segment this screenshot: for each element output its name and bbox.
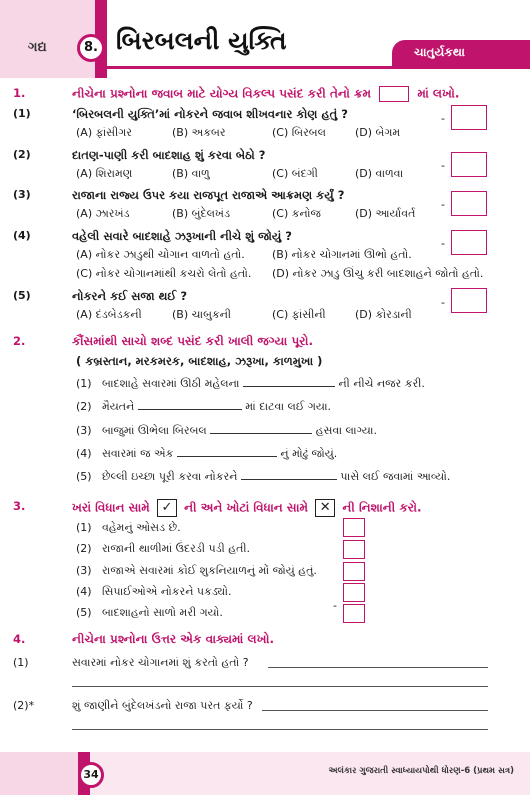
word-bank: ( કબ્રસ્તાન, મરકમરક, બાદશાહ, ઝરૂખા, કાળમુખા ) [76,354,323,368]
statement: બાદશાહનો સાળો મરી ગયો. [102,606,223,619]
answer-box-sample [379,86,409,102]
footer-band [90,752,530,795]
instruction-text: ની નિશાની કરો. [342,500,422,515]
fill-blank-item [0,377,530,395]
question-text: દાતણ-પાણી કરી બાદશાહ શું કરવા બેઠો ? [72,148,266,162]
true-false-item [0,542,530,560]
dash: - [441,198,445,211]
instruction-text: નીચેના પ્રશ્નોના જવાબ માટે યોગ્ય વિકલ્પ પસંદ કરી તેનો ક્રમ [72,86,371,101]
option: (B) નોકર ચોગાનમાં ઊભો હતો. [272,248,412,261]
lesson-number: 8. [77,34,105,62]
sentence-start: મૈયતને [102,400,135,413]
option: (C) કનોજ [272,207,321,220]
section-title: નીચેના પ્રશ્નોના ઉત્તર એક વાક્યમાં લખો. [72,632,275,646]
short-answer-item [0,699,530,717]
genre-badge: ચાતુર્યકથા [392,40,530,66]
item-number: (4) [76,585,92,598]
question-number: (4) [13,229,31,242]
fill-sentence [102,470,450,484]
header-underline [107,66,530,69]
section-4-heading [0,632,530,650]
item-number: (5) [76,606,92,619]
answer-line[interactable] [72,686,488,687]
dash: - [441,296,445,309]
dash: - [441,159,445,172]
section-3-heading [0,499,530,517]
item-number: (3) [76,424,92,437]
true-false-box[interactable] [343,540,365,559]
section-number: 4. [13,632,26,646]
fill-blank-item [0,424,530,442]
mcq-options [0,267,530,285]
statement: રાજાએ સવારમાં કોઈ શુકનિયાળનું મોં જોયું હતું. [102,564,317,577]
blank-line[interactable] [210,424,312,434]
true-false-box[interactable] [343,562,365,581]
question-text: ‘બિરબલની યુક્તિ’માં નોકરને જવાબ શીખવનાર કોણ હતું ? [72,107,348,121]
true-false-item [0,606,530,624]
option: (D) કોરડાની [355,308,412,321]
answer-line[interactable] [268,667,488,668]
option: (B) વાળુ [172,167,210,180]
section-number: 2. [13,334,26,348]
answer-line[interactable] [72,729,488,730]
lesson-title: બિરબલની યુક્તિ [116,26,287,55]
option: (A) ઝારખંડ [76,207,130,220]
option: (D) નોકર ઝાડુ ઊંચુ કરી બાદશાહને જોતો હતો. [272,267,484,280]
statement: રાજાની થાળીમાં ઉંદરડી પડી હતી. [102,542,251,555]
section-title [72,86,459,102]
sentence-end: પાસે લઈ જવામાં આવ્યો. [340,470,451,483]
section-label: ગદ્ય [28,40,47,55]
option: (D) બેગમ [355,126,401,139]
true-false-box[interactable] [343,518,365,537]
answer-line[interactable] [262,710,488,711]
statement: વહેમનું ઓસડ છે. [102,521,181,534]
check-mark-icon: ✓ [157,499,177,517]
dash: - [441,112,445,125]
item-number: (4) [76,447,92,460]
option: (B) ચાબુકની [172,308,232,321]
dash: - [333,599,337,612]
section-2-heading [0,334,530,352]
answer-box[interactable] [451,152,487,177]
option: (C) નોકર ચોગાનમાંથી કચરો લેતો હતો. [76,267,252,280]
true-false-box[interactable] [343,604,365,623]
item-number: (3) [76,564,92,577]
sentence-start: સવારમાં જ એક [102,447,174,460]
option: (D) આર્યાવર્ત [355,207,416,220]
sentence-end: ની નીચે નજર કરી. [338,377,425,390]
page-footer [0,752,530,795]
fill-blank-item [0,470,530,488]
instruction-text: ખરાં વિધાન સામે [72,500,150,515]
section-title [72,499,422,517]
question-text: નોકરને કઈ સજા થઈ ? [72,289,187,303]
true-false-item [0,585,530,603]
sentence-end: નું મોઢું જોયું. [280,447,338,460]
dash: - [441,237,445,250]
section-1-heading [0,86,530,104]
instruction-text: માં લખો. [417,86,460,101]
blank-line[interactable] [177,447,277,457]
item-number: (1) [13,656,29,669]
page-header [0,0,530,78]
answer-box[interactable] [451,230,487,255]
blank-line[interactable] [241,470,337,480]
word-bank-row [0,354,530,372]
sentence-start: બાદશાહે સવારમાં ઊઠી મહેલના [102,377,240,390]
item-number: (2) [76,542,92,555]
instruction-text: ની અને ખોટાં વિધાન સામે [184,500,309,515]
short-answer-item [0,656,530,674]
true-false-item [0,521,530,539]
fill-sentence [102,400,331,414]
question-text: વહેલી સવારે બાદશાહે ઝરૂખાની નીચે શું જોયું ? [72,229,292,243]
section-title: કૌંસમાંથી સાચો શબ્દ પસંદ કરી ખાલી જગ્યા પૂરો. [72,334,314,348]
sentence-end: માં દાટવા લઈ ગયા. [245,400,332,413]
true-false-box[interactable] [343,583,365,602]
question-text: શું જાણીને બુંદેલખંડનો રાજા પરત ફર્યો ? [72,699,253,712]
fill-sentence [102,377,425,391]
cross-mark-icon: ✕ [315,499,335,517]
option: (B) બુંદેલખંડ [172,207,231,220]
question-number: (5) [13,289,31,302]
option: (A) શિરામણ [76,167,133,180]
answer-box[interactable] [451,288,487,313]
item-number: (2)* [13,699,35,712]
item-number: (1) [76,377,92,390]
sentence-end: હસવા લાગ્યા. [315,424,377,437]
question-text: સવારમાં નોકર ચોગાનમાં શું કરતો હતો ? [72,656,249,669]
fill-sentence [102,424,377,438]
answer-box[interactable] [451,105,487,130]
option: (D) વાળવા [355,167,404,180]
fill-blank-item [0,400,530,418]
option: (A) ફાંસીગર [76,126,132,139]
section-number: 3. [13,499,26,513]
option: (B) અકબર [172,126,226,139]
fill-blank-item [0,447,530,465]
option: (C) બિરબલ [272,126,326,139]
statement: સિપાઈઓએ નોકરને પકડ્યો. [102,585,232,598]
item-number: (1) [76,521,92,534]
sentence-start: બાજુમાં ઊભેલા બિરબલ [102,424,207,437]
blank-line[interactable] [138,400,242,410]
sentence-start: છેલ્લી ઇચ્છા પૂરી કરવા નોકરને [102,470,238,483]
footer-left-panel [0,752,78,795]
question-number: (3) [13,188,31,201]
fill-sentence [102,447,337,461]
option: (C) ફાંસીની [272,308,326,321]
item-number: (2) [76,400,92,413]
option: (A) નોકર ઝાડુથી ચોગાન વાળતો હતો. [76,248,245,261]
page-number: 34 [78,762,104,788]
question-text: રાજાના રાજ્ય ઉપર કયા રાજપૂત રાજાએ આક્રમણ કર્યું ? [72,188,345,202]
blank-line[interactable] [243,377,335,387]
option: (A) દંડબેડકની [76,308,142,321]
item-number: (5) [76,470,92,483]
question-number: (2) [13,148,31,161]
answer-box[interactable] [451,191,487,216]
question-number: (1) [13,107,31,120]
true-false-item [0,564,530,582]
section-number: 1. [13,86,26,100]
book-title: અલંકાર ગુજરાતી સ્વાધ્યાયપોથી ધોરણ-6 (પ્રથમ સત્ર) [328,766,514,776]
option: (C) બંદગી [272,167,318,180]
